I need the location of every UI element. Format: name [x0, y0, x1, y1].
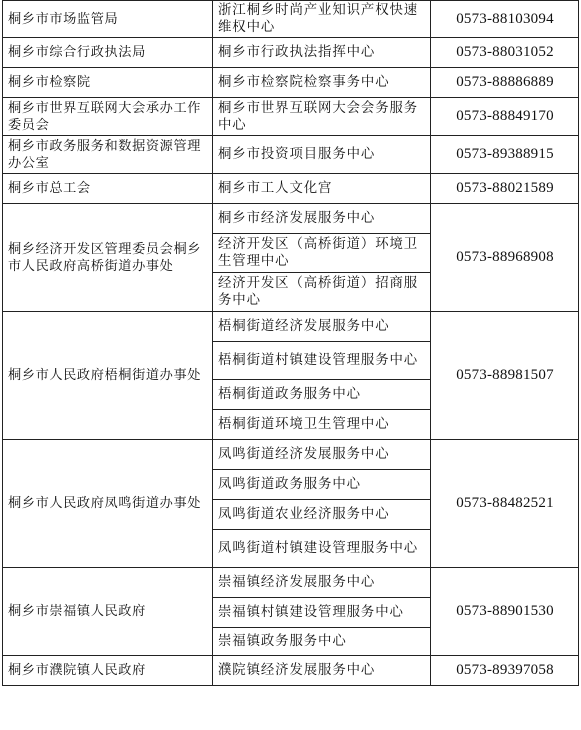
unit-cell: 梧桐街道村镇建设管理服务中心: [213, 342, 431, 380]
unit-cell: 崇福镇政务服务中心: [213, 628, 431, 656]
table-row: [3, 174, 579, 204]
table-body: [3, 1, 579, 686]
phone-cell: 0573-88103094: [431, 1, 579, 38]
unit-cell: 崇福镇经济发展服务中心: [213, 568, 431, 598]
unit-cell: 桐乡市经济发展服务中心: [213, 204, 431, 234]
phone-cell: 0573-88968908: [431, 204, 579, 312]
table-row: [3, 38, 579, 68]
table-row: [3, 440, 579, 470]
agency-cell: 桐乡市濮院镇人民政府: [3, 656, 213, 686]
unit-cell: 浙江桐乡时尚产业知识产权快速维权中心: [213, 1, 431, 38]
unit-cell: 凤鸣街道农业经济服务中心: [213, 500, 431, 530]
unit-cell: 经济开发区（高桥街道）环境卫生管理中心: [213, 234, 431, 273]
agency-cell: 桐乡市政务服务和数据资源管理办公室: [3, 136, 213, 174]
agency-cell: 桐乡市崇福镇人民政府: [3, 568, 213, 656]
unit-cell: 桐乡市工人文化宫: [213, 174, 431, 204]
phone-cell: 0573-88981507: [431, 312, 579, 440]
unit-cell: 桐乡市行政执法指挥中心: [213, 38, 431, 68]
phone-cell: 0573-88021589: [431, 174, 579, 204]
table-row: [3, 98, 579, 136]
phone-cell: 0573-88849170: [431, 98, 579, 136]
agency-cell: 桐乡市综合行政执法局: [3, 38, 213, 68]
table-row: [3, 312, 579, 342]
agency-cell: 桐乡市检察院: [3, 68, 213, 98]
phone-cell: 0573-88031052: [431, 38, 579, 68]
phone-cell: 0573-89397058: [431, 656, 579, 686]
unit-cell: 濮院镇经济发展服务中心: [213, 656, 431, 686]
unit-cell: 凤鸣街道经济发展服务中心: [213, 440, 431, 470]
agency-cell: 桐乡市人民政府梧桐街道办事处: [3, 312, 213, 440]
phone-cell: 0573-88901530: [431, 568, 579, 656]
agency-cell: 桐乡市市场监管局: [3, 1, 213, 38]
unit-cell: 崇福镇村镇建设管理服务中心: [213, 598, 431, 628]
phone-cell: 0573-88886889: [431, 68, 579, 98]
table-row: [3, 204, 579, 234]
table-row: [3, 656, 579, 686]
unit-cell: 梧桐街道环境卫生管理中心: [213, 410, 431, 440]
table-row: [3, 68, 579, 98]
unit-cell: 凤鸣街道政务服务中心: [213, 470, 431, 500]
unit-cell: 经济开发区（高桥街道）招商服务中心: [213, 273, 431, 312]
agency-cell: 桐乡经济开发区管理委员会桐乡市人民政府高桥街道办事处: [3, 204, 213, 312]
table-row: [3, 1, 579, 38]
unit-cell: 梧桐街道经济发展服务中心: [213, 312, 431, 342]
unit-cell: 梧桐街道政务服务中心: [213, 380, 431, 410]
agency-cell: 桐乡市人民政府凤鸣街道办事处: [3, 440, 213, 568]
phone-cell: 0573-88482521: [431, 440, 579, 568]
agency-unit-table: [2, 0, 579, 686]
unit-cell: 凤鸣街道村镇建设管理服务中心: [213, 530, 431, 568]
unit-cell: 桐乡市世界互联网大会会务服务中心: [213, 98, 431, 136]
phone-cell: 0573-89388915: [431, 136, 579, 174]
agency-cell: 桐乡市世界互联网大会承办工作委员会: [3, 98, 213, 136]
unit-cell: 桐乡市检察院检察事务中心: [213, 68, 431, 98]
table-row: [3, 568, 579, 598]
table-row: [3, 136, 579, 174]
agency-cell: 桐乡市总工会: [3, 174, 213, 204]
unit-cell: 桐乡市投资项目服务中心: [213, 136, 431, 174]
